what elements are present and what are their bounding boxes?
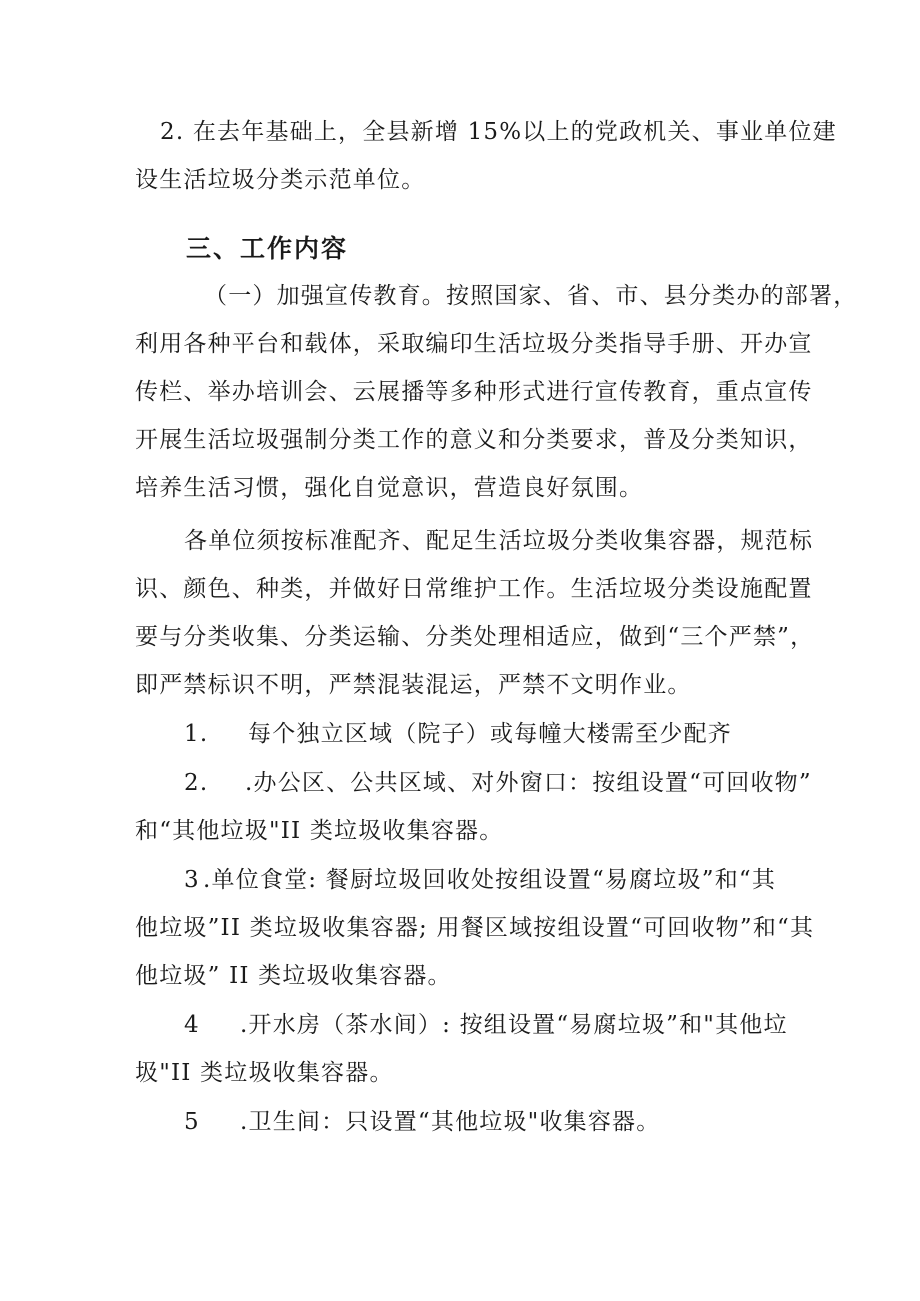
list-item-4-line-1: .开水房（茶水间）: 按组设置“易腐垃圾”和"其他垃	[240, 1012, 788, 1038]
list-item-2-line-1: .办公区、公共区域、对外窗口：按组设置“可回收物”	[245, 770, 812, 796]
list-item-1-line-1: 每个独立区域（院子）或每幢大楼需至少配齐	[248, 721, 732, 747]
list-item-2-number: 2.	[184, 770, 209, 796]
para2-line-3: 要与分类收集、分类运输、分类处理相适应，做到“三个严禁”，	[135, 624, 815, 650]
list-item-2-line-2: 和“其他垃圾"II 类垃圾收集容器。	[135, 818, 504, 844]
list-item-1-number: 1.	[184, 721, 209, 747]
list-item-5-number: 5	[184, 1109, 200, 1135]
list-item-4-line-2: 圾"II 类垃圾收集容器。	[135, 1060, 394, 1086]
item2-line-2: 设生活垃圾分类示范单位。	[135, 167, 426, 193]
para1-line-2: 利用各种平台和载体，采取编印生活垃圾分类指导手册、开办宣	[135, 331, 813, 357]
list-item-3-line-2: 他垃圾”II 类垃圾收集容器; 用餐区域按组设置“可回收物”和“其	[135, 915, 815, 941]
item2-line-1: 2. 在去年基础上，全县新增 15%以上的党政机关、事业单位建	[160, 119, 837, 145]
para1-line-4: 开展生活垃圾强制分类工作的意义和分类要求，普及分类知识，	[135, 427, 813, 453]
list-item-3-number: 3	[184, 867, 200, 893]
list-item-3-line-3: 他垃圾” II 类垃圾收集容器。	[135, 963, 452, 989]
section-heading: 三、工作内容	[186, 234, 349, 263]
para1-line-5: 培养生活习惯，强化自觉意识，营造良好氛围。	[135, 475, 644, 501]
list-item-4-number: 4	[184, 1012, 200, 1038]
para1-line-1: （一）加强宣传教育。按照国家、省、市、县分类办的部署，	[204, 283, 858, 309]
list-item-5-line-1: .卫生间：只设置“其他垃圾"收集容器。	[240, 1109, 661, 1135]
list-item-3-line-1: .单位食堂: 餐厨垃圾回收处按组设置“易腐垃圾”和“其	[203, 867, 777, 893]
para2-line-2: 识、颜色、种类，并做好日常维护工作。生活垃圾分类设施配置	[135, 576, 813, 602]
para2-line-4: 即严禁标识不明，严禁混装混运，严禁不文明作业。	[135, 672, 692, 698]
para1-line-3: 传栏、举办培训会、云展播等多种形式进行宣传教育，重点宣传	[135, 379, 813, 405]
para2-line-1: 各单位须按标准配齐、配足生活垃圾分类收集容器，规范标	[184, 528, 814, 554]
